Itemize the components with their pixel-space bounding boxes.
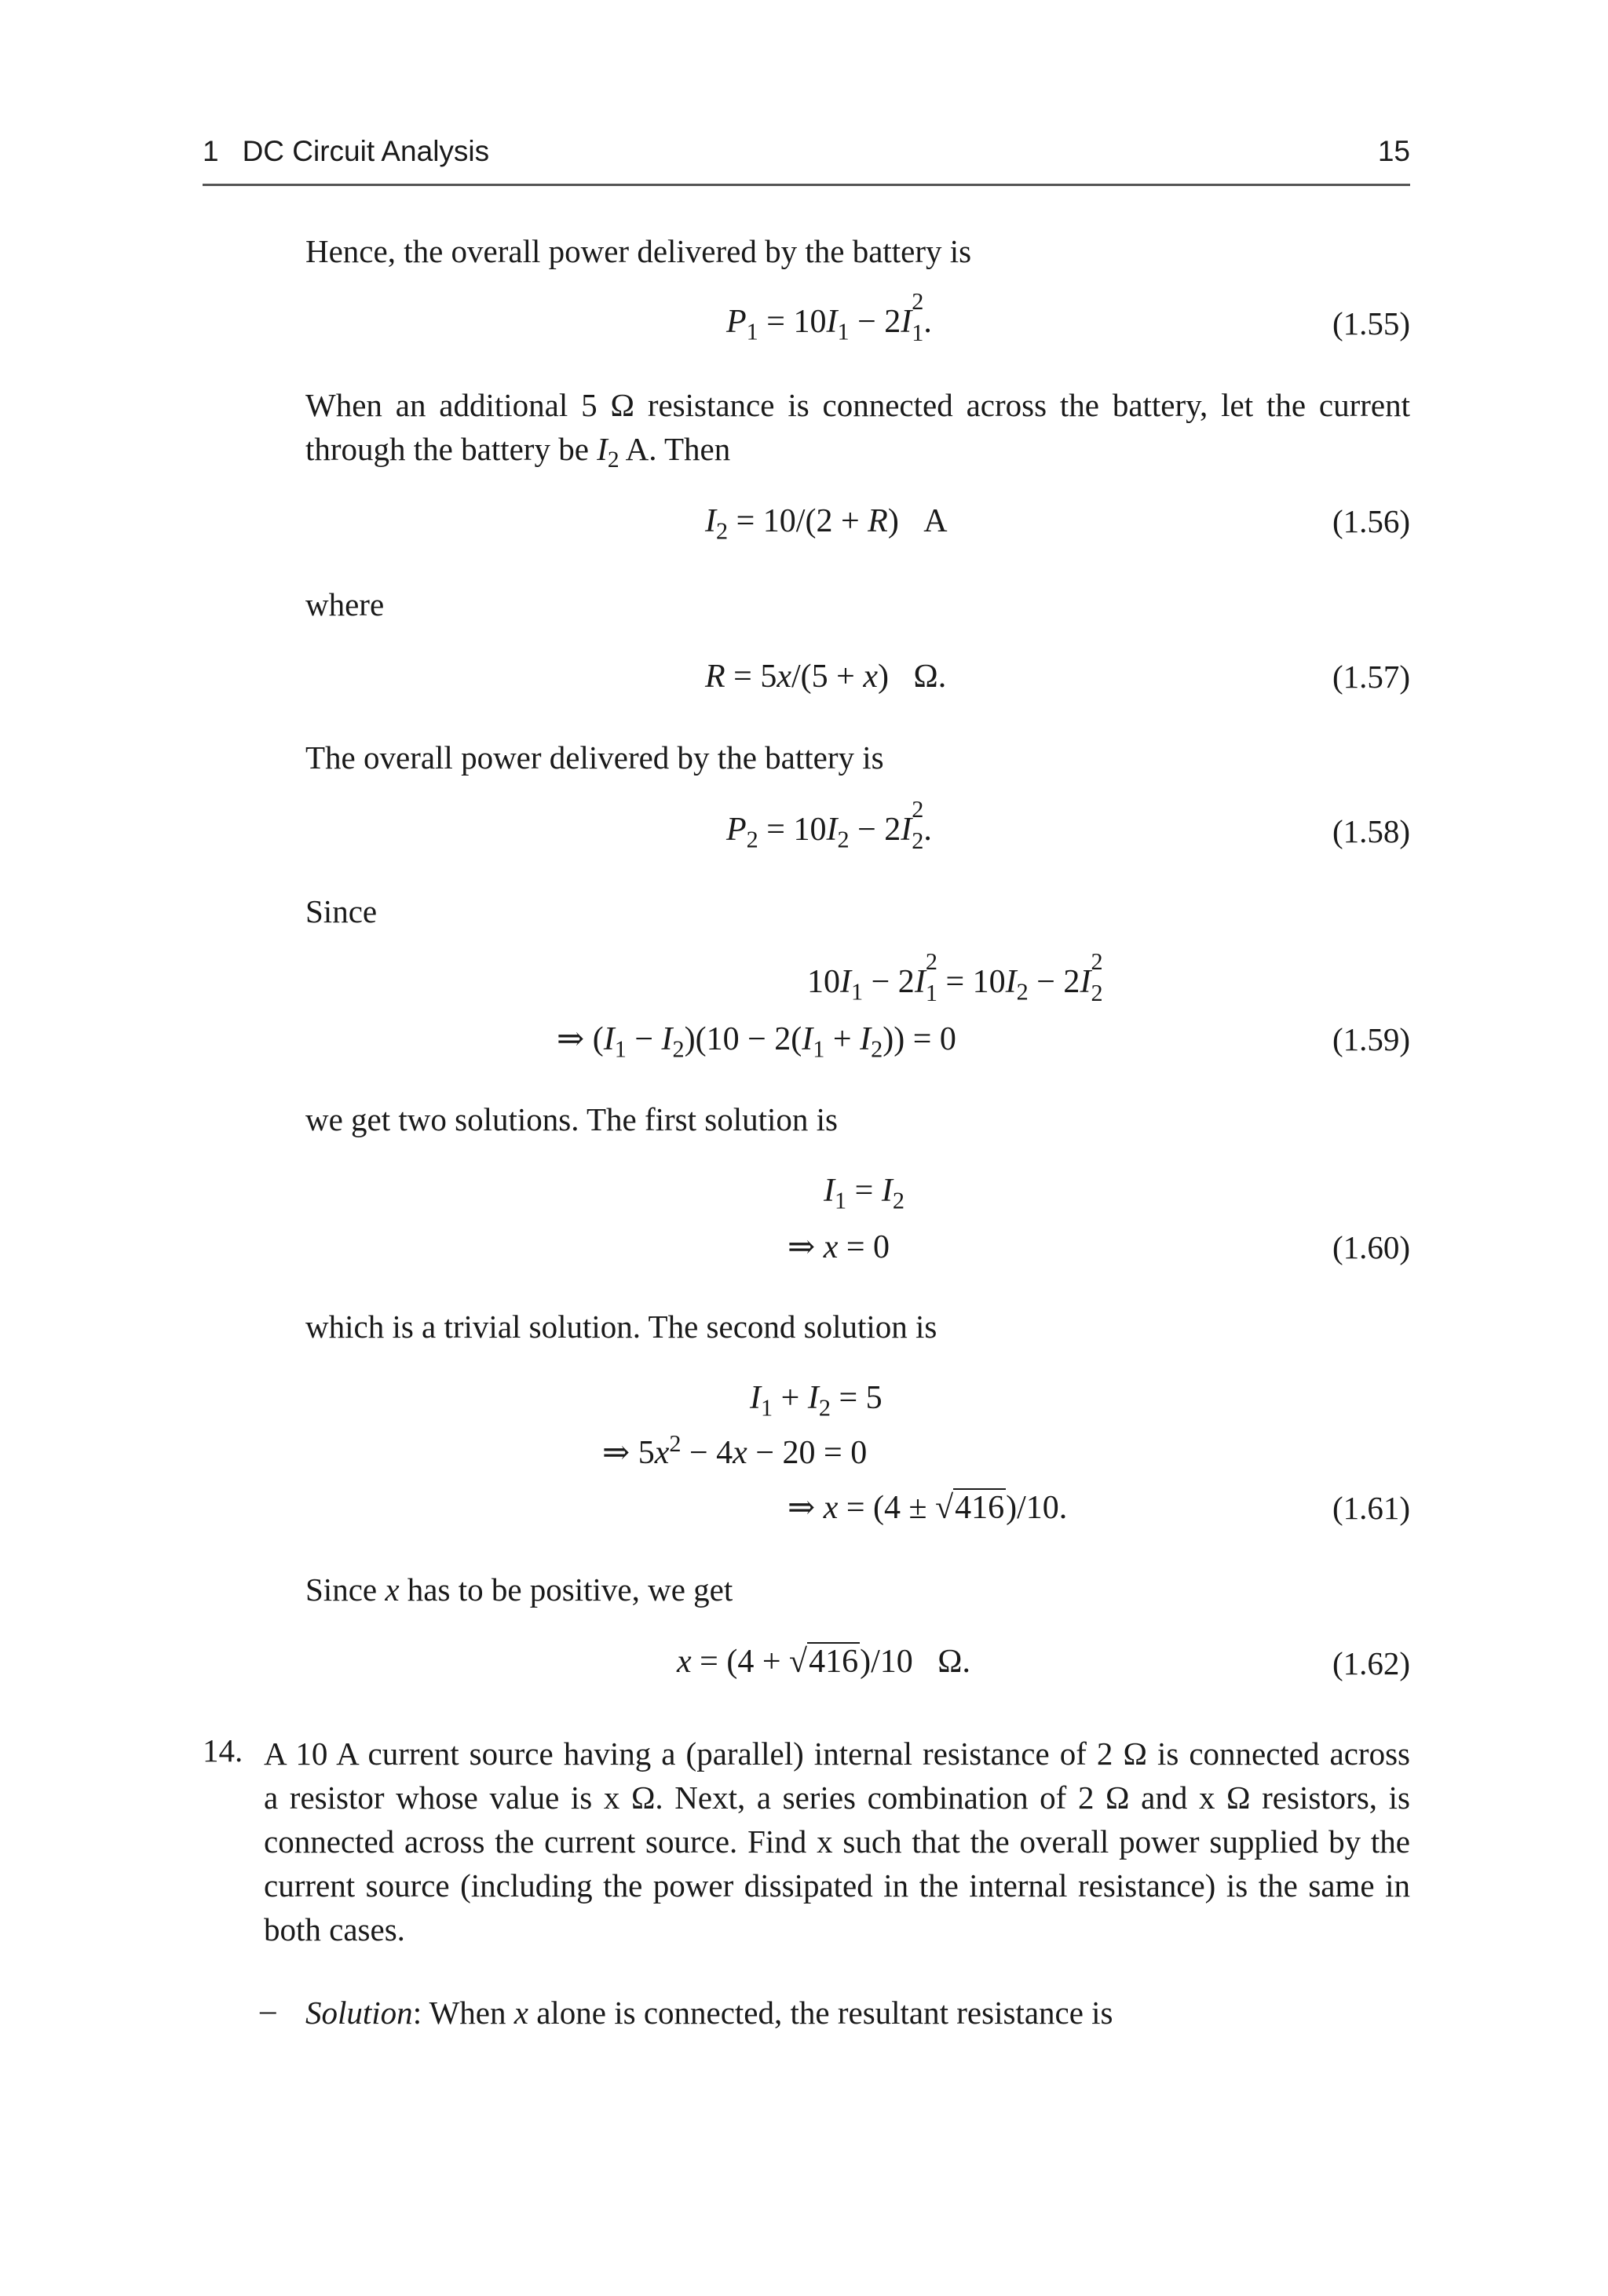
equation-1-57: R = 5x/(5 + x) Ω. [705,659,947,695]
equation-1-60-line2: ⇒ x = 0 [788,1229,890,1265]
paragraph-additional-resistance [305,383,1410,471]
text-fragment: through the battery be [305,431,598,467]
equation-number-1-55: (1.55) [1332,305,1410,341]
equation-number-1-62: (1.62) [1332,1645,1410,1681]
equation-1-56: $I_2 = 10/(2 + R)$ A [705,503,948,545]
equation-number-1-58: (1.58) [1332,813,1410,849]
equation-1-61-line3: ⇒ x = (4 ± √416)/10. [788,1490,1068,1526]
problem-statement [264,1732,1410,1951]
equation-number-1-61: (1.61) [1332,1490,1410,1526]
equation-1-58: $P_2 = 10I_2 - 2I$ 2 2. [726,796,932,854]
paragraph-x-positive: Since x has to be positive, we get [305,1571,733,1608]
problem-line: A 10 A current source having a (parallel) internal resistance of 2 Ω is connected across [264,1736,1410,1772]
paragraph-trivial-solution: which is a trivial solution. The second solution is [305,1309,937,1345]
problem-line: connected across the current source. Find x such that the overall power supplied by the [264,1823,1410,1860]
equation-1-61-line1: $I_1 + I_2 = 5$ [750,1380,883,1422]
equation-number-1-57: (1.57) [1332,659,1410,695]
solution-paragraph: Solution: When x alone is connected, the resultant resistance is [305,1995,1113,2031]
text-fragment: : When [412,1995,514,2031]
text-fragment: has to be positive, we get [399,1571,733,1608]
equation-number-1-59: (1.59) [1332,1021,1410,1057]
problem-number: 14. [203,1732,243,1769]
problem-line: a resistor whose value is x Ω. Next, a series combination of 2 Ω and x Ω resistors, is [264,1779,1410,1816]
problem-line: current source (including the power dissipated in the internal resistance) is the same in [264,1867,1410,1904]
equation-number-1-60: (1.60) [1332,1229,1410,1265]
paragraph-since: Since [305,893,378,929]
paragraph-two-solutions: we get two solutions. The first solution is [305,1101,839,1137]
solution-label: Solution [305,1995,413,2031]
problem-line: both cases. [264,1911,405,1947]
text-fragment: Since [305,1571,386,1608]
equation-1-62: x = (4 + √416)/10 Ω. [677,1644,970,1680]
chapter-title: DC Circuit Analysis [242,135,490,167]
text-fragment: alone is connected, the resultant resistance is [528,1995,1113,2031]
paragraph-power-intro: Hence, the overall power delivered by the battery is [305,233,972,269]
text-fragment: A. Then [619,431,731,467]
page-number: 15 [1377,135,1410,167]
paragraph-where: where [305,586,385,622]
equation-1-61-line2: ⇒ $5x^2 - 4x - 20 = 0$ [602,1430,868,1471]
equation-1-55: $P_1 = 10I_1 - 2I$ 2 1. [726,288,932,346]
running-header [203,135,1410,186]
paragraph-line: through the battery be $I_2$ A. Then [305,431,731,473]
equation-1-59-line2: ⇒ $(I_1 - I_2)(10 - 2(I_1 + I_2)) = 0$ [557,1021,956,1063]
solution-dash: – [260,1991,276,2028]
equation-1-60-line1: $I_1 = I_2$ [824,1173,904,1214]
paragraph-overall-power: The overall power delivered by the battery is [305,739,884,776]
paragraph-line: When an additional 5 Ω resistance is connected across the battery, let the current [305,387,1410,423]
equation-number-1-56: (1.56) [1332,503,1410,539]
equation-1-59-line1: $10I_1 - 2I$ 2 $1 = 10I_2 - 2I$ 2 2 [807,948,1103,1006]
chapter-number: 1 [203,135,219,167]
